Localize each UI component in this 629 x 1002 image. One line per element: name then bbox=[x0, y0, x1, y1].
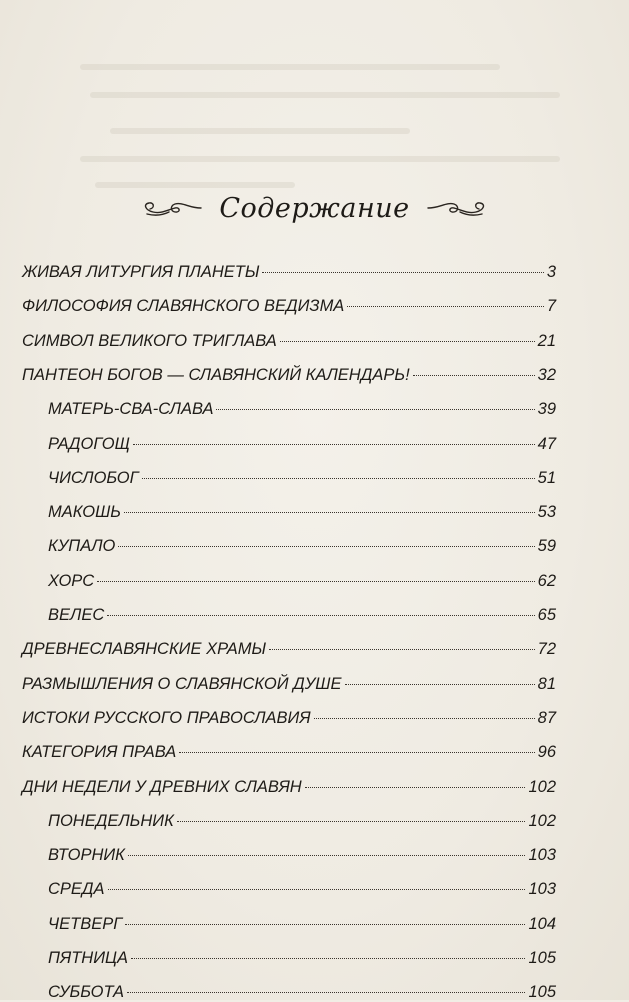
flourish-left-icon bbox=[139, 198, 203, 218]
flourish-right-icon bbox=[426, 198, 490, 218]
toc-entry-title: ЧЕТВЕРГ bbox=[48, 914, 123, 933]
toc-subentry[interactable] bbox=[48, 914, 556, 934]
dot-leader bbox=[413, 375, 535, 376]
toc-entry-title: ЖИВАЯ ЛИТУРГИЯ ПЛАНЕТЫ bbox=[22, 263, 260, 281]
toc-entry-title: РАДОГОЩ bbox=[48, 434, 130, 453]
toc-entry-title: СИМВОЛ ВЕЛИКОГО ТРИГЛАВА bbox=[22, 331, 277, 350]
toc-page-number: 53 bbox=[537, 503, 556, 522]
toc-entry[interactable] bbox=[22, 296, 556, 316]
toc-entry-title: ХОРС bbox=[48, 571, 95, 590]
dot-leader bbox=[262, 272, 543, 273]
toc-page-number: 103 bbox=[528, 880, 556, 899]
toc-entry-title: ПЯТНИЦА bbox=[48, 949, 129, 967]
toc-entry-title: ДНИ НЕДЕЛИ У ДРЕВНИХ СЛАВЯН bbox=[22, 777, 302, 796]
toc-entry-title: ДРЕВНЕСЛАВЯНСКИЕ ХРАМЫ bbox=[22, 640, 267, 659]
toc-page-number: 105 bbox=[528, 949, 556, 967]
dot-leader bbox=[347, 306, 543, 307]
toc-entry[interactable] bbox=[22, 639, 556, 659]
toc-subentry[interactable] bbox=[48, 536, 556, 556]
toc-page-number: 39 bbox=[537, 400, 556, 419]
toc-page-number: 102 bbox=[528, 777, 556, 796]
toc-subentry[interactable] bbox=[48, 434, 556, 454]
toc-entry-title: ЧИСЛОБОГ bbox=[48, 468, 139, 487]
toc-subentry[interactable] bbox=[48, 948, 556, 968]
show-through-line bbox=[90, 92, 560, 98]
toc-page-number: 62 bbox=[537, 571, 556, 590]
dot-leader bbox=[280, 341, 535, 342]
toc-page-number: 105 bbox=[528, 983, 556, 1002]
toc-page-number: 72 bbox=[537, 640, 556, 659]
toc-entry[interactable] bbox=[22, 742, 556, 762]
toc-entry-title: МАКОШЬ bbox=[48, 503, 122, 522]
toc-entry-title: ПАНТЕОН БОГОВ — СЛАВЯНСКИЙ КАЛЕНДАРЬ! bbox=[22, 365, 410, 384]
dot-leader bbox=[345, 684, 535, 685]
page-title: Содержание bbox=[219, 192, 410, 224]
toc-subentry[interactable] bbox=[48, 468, 556, 488]
toc-entry-title: СРЕДА bbox=[48, 880, 105, 899]
dot-leader bbox=[179, 752, 534, 753]
toc-entry[interactable] bbox=[22, 262, 556, 282]
toc-subentry[interactable] bbox=[48, 982, 556, 1002]
dot-leader bbox=[133, 444, 535, 445]
toc-subentry[interactable] bbox=[48, 399, 556, 419]
toc-page-number: 51 bbox=[537, 468, 556, 487]
toc-subentry[interactable] bbox=[48, 571, 556, 591]
toc-entry-title: КУПАЛО bbox=[48, 537, 116, 556]
toc-subentry[interactable] bbox=[48, 811, 556, 831]
toc-page-number: 21 bbox=[537, 331, 556, 350]
toc-page-number: 7 bbox=[546, 297, 556, 316]
toc-page-number: 87 bbox=[537, 708, 556, 727]
toc-entry-title: ФИЛОСОФИЯ СЛАВЯНСКОГО ВЕДИЗМА bbox=[22, 297, 345, 316]
show-through-line bbox=[80, 156, 560, 162]
toc-page-number: 96 bbox=[537, 743, 556, 762]
toc-entry-title: МАТЕРЬ-СВА-СЛАВА bbox=[48, 400, 214, 419]
toc-page-number: 102 bbox=[528, 811, 556, 830]
toc-page-number: 103 bbox=[528, 846, 556, 865]
toc-entry-title: КАТЕГОРИЯ ПРАВА bbox=[22, 743, 177, 762]
dot-leader bbox=[216, 409, 534, 410]
toc-page-number: 32 bbox=[537, 365, 556, 384]
toc-subentry[interactable] bbox=[48, 502, 556, 522]
toc-subentry[interactable] bbox=[48, 605, 556, 625]
toc-entry-title: СУББОТА bbox=[48, 983, 125, 1002]
dot-leader bbox=[108, 889, 526, 890]
toc-entry[interactable] bbox=[22, 674, 556, 694]
contents-heading bbox=[0, 186, 629, 230]
dot-leader bbox=[124, 512, 535, 513]
dot-leader bbox=[97, 581, 534, 582]
toc-entry-title: ИСТОКИ РУССКОГО ПРАВОСЛАВИЯ bbox=[22, 708, 311, 727]
toc-entry-title: РАЗМЫШЛЕНИЯ О СЛАВЯНСКОЙ ДУШЕ bbox=[22, 674, 342, 693]
dot-leader bbox=[131, 958, 525, 959]
toc-page-number: 65 bbox=[537, 606, 556, 624]
dot-leader bbox=[142, 478, 535, 479]
toc-entry-title: ВТОРНИК bbox=[48, 846, 125, 865]
toc-entry-title: ПОНЕДЕЛЬНИК bbox=[48, 811, 174, 830]
toc-page-number: 81 bbox=[537, 674, 556, 693]
toc-page-number: 104 bbox=[528, 914, 556, 933]
dot-leader bbox=[269, 649, 534, 650]
dot-leader bbox=[305, 787, 526, 788]
dot-leader bbox=[127, 992, 525, 993]
toc-subentry[interactable] bbox=[48, 845, 556, 865]
show-through-line bbox=[110, 128, 410, 134]
dot-leader bbox=[107, 615, 534, 616]
dot-leader bbox=[177, 821, 526, 822]
toc-entry[interactable] bbox=[22, 708, 556, 728]
toc-page-number: 47 bbox=[537, 434, 556, 453]
dot-leader bbox=[118, 546, 534, 547]
toc-page-number: 3 bbox=[546, 263, 556, 281]
toc-subentry[interactable] bbox=[48, 879, 556, 899]
toc-page-number: 59 bbox=[537, 537, 556, 556]
dot-leader bbox=[314, 718, 535, 719]
dot-leader bbox=[125, 924, 525, 925]
toc-entry[interactable] bbox=[22, 365, 556, 385]
dot-leader bbox=[128, 855, 526, 856]
show-through-line bbox=[80, 64, 500, 70]
toc-entry[interactable] bbox=[22, 331, 556, 351]
toc-entry-title: ВЕЛЕС bbox=[48, 606, 105, 624]
toc-entry[interactable] bbox=[22, 777, 556, 797]
